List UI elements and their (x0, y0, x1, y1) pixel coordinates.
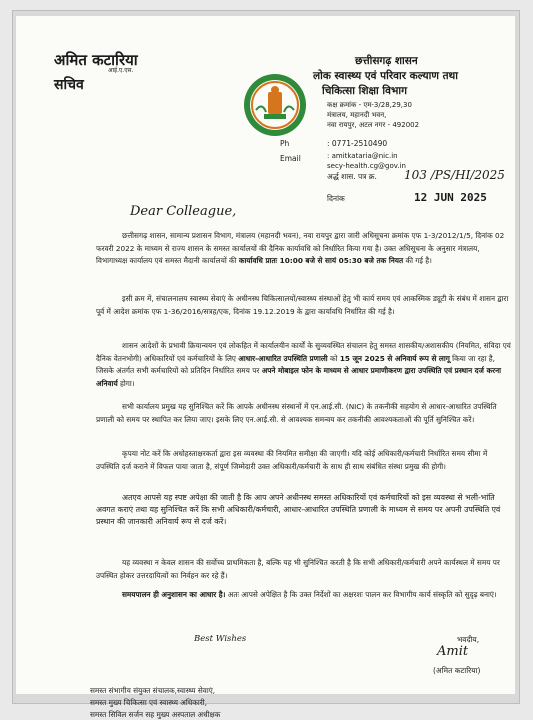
date-label: दिनांक (327, 194, 345, 203)
govt-name: छत्तीसगढ़ शासन (355, 55, 418, 67)
reference-label: अर्द्ध शास. पत्र क्र. (327, 172, 377, 181)
officer-name: अमित कटारिया (54, 51, 138, 69)
signature: Amit (437, 644, 469, 659)
recipient-1: समस्त संभागीय संयुक्त संचालक,स्वास्थ्य सेवाएं, (90, 686, 216, 695)
best-wishes-note: Best Wishes (194, 634, 247, 644)
paragraph-3: शासन आदेशों के प्रभावी क्रियान्वयन एवं लोकहित में कार्यालयीन कार्यों के सुव्यवस्थित संचालन हेतु समस्त शासकीय/अशासकीय (नियमित, संविदा एवं दैनिक वेतनभोगी) अधिकारियों एवं कर्मचारियों के लिए आधार-आधारित उपस्थिति प्रणाली को 15 जून 2025 से अनिवार्य रूप से लागू किया जा रहा है, जिसके अंतर्गत सभी कर्मचारियों को प्रतिदिन निर्धारित समय पर अपने मोबाइल फोन के माध्यम से आधार प्रमाणीकरण द्वारा उपस्थिति एवं प्रस्थान दर्ज करना अनिवार्य होगा। (96, 341, 511, 388)
date-stamp: 12 JUN 2025 (414, 191, 487, 204)
department-line-1: लोक स्वास्थ्य एवं परिवार कल्याण तथा (313, 70, 458, 82)
address-line-2: मंत्रालय, महानदी भवन, (327, 111, 387, 119)
paragraph-5: कृपया नोट करें कि अधोहस्ताक्षरकर्ता द्वारा इस व्यवस्था की नियमित समीक्षा की जाएगी। यदि कोई अधिकारी/कर्मचारी निर्धारित समय सीमा में उपस्थिति दर्ज कराने में विफल पाया जाता है, संपूर्ण जिम्मेदारी उक्त अधिकारी/कर्मचारी के साथ ही साथ संबंधित संस्था प्रमुख की होगी। (96, 449, 488, 471)
email-secondary: secy-health.cg@gov.in (327, 162, 406, 170)
paragraph-7: यह व्यवस्था न केवल शासन की सर्वोच्च प्राथमिकता है, बल्कि यह भी सुनिश्चित करती है कि सभी अधिकारी/कर्मचारी अपने कार्यस्थल में समय पर उपस्थित होकर उत्तरदायित्वों का निर्वहन कर रहे हैं। (96, 558, 500, 580)
paragraph-4: सभी कार्यालय प्रमुख यह सुनिश्चित करें कि आपके अधीनस्थ संस्थानों में एन.आई.सी. (NIC) के तकनीकी सहयोग से आधार-आधारित उपस्थिति प्रणाली को समय पर स्थापित कर लिया जाए। इसके लिए एन.आई.सी. से आवश्यक समन्वय कर तकनीकी आवश्यकताओं की पूर्ति सुनिश्चित करें। (96, 402, 497, 424)
paragraph-2: इसी क्रम में, संचालनालय स्वास्थ्य सेवाएं के अधीनस्थ चिकित्सालयों/स्वास्थ्य संस्थाओं हेतु भी कार्य समय एवं आकस्मिक ड्यूटी के संबंध में शासन द्वारा पूर्व में आदेश क्रमांक एफ 1-36/2016/सत्रह/एक, दिनांक 19.12.2019 के द्वारा कार्यावधि निर्धारित की गई है। (96, 294, 509, 316)
address-line-1: कक्ष क्रमांक - एम-3/28,29,30 (327, 101, 412, 109)
regards: भवदीय, (457, 635, 480, 644)
email-label: Email (280, 154, 301, 163)
paragraph-8: समयपालन ही अनुशासन का आधार है। अतः आपसे अपेक्षित है कि उक्त निर्देशों का अक्षरशः पालन कर विभागीय कार्य संस्कृति को सुदृढ़ बनाएं। (122, 590, 497, 599)
state-emblem-icon (242, 72, 308, 138)
recipient-3: समस्त सिविल सर्जन सह मुख्य अस्पताल अधीक्षक (90, 710, 221, 719)
signatory-name: (अमित कटारिया) (433, 666, 481, 675)
phone-label: Ph (280, 139, 290, 148)
officer-service: आई.ए.एस. (108, 67, 134, 74)
address-line-3: नवा रायपुर, अटल नगर - 492002 (327, 121, 420, 129)
reference-number: 103 /PS/HI/2025 (404, 168, 505, 182)
recipient-2: समस्त मुख्य चिकित्सा एवं स्वास्थ्य अधिकारी, (90, 698, 207, 707)
email-primary: : amitkataria@nic.in (327, 152, 398, 160)
letter-sheet (16, 16, 515, 719)
designation: सचिव (54, 77, 84, 93)
salutation: Dear Colleague, (130, 204, 237, 219)
paragraph-6: अतएव आपसे यह स्पष्ट अपेक्षा की जाती है कि आप अपने अधीनस्थ समस्त अधिकारियों एवं कर्मचारियों को इस व्यवस्था से भली-भांति अवगत कराएं तथा यह सुनिश्चित करें कि सभी अधिकारी/कर्मचारी, आधार-आधारित उपस्थिति प्रणाली के माध्यम से समय पर अपनी उपस्थिति एवं प्रस्थान की जानकारी अनिवार्य रूप से दर्ज करें। (96, 493, 501, 527)
department-line-2: चिकित्सा शिक्षा विभाग (322, 85, 407, 97)
phone-number: : 0771-2510490 (327, 139, 388, 148)
paragraph-1: छत्तीसगढ़ शासन, सामान्य प्रशासन विभाग, मंत्रालय (महानदी भवन), नवा रायपुर द्वारा जारी अधिसूचना क्रमांक एफ 1-3/2012/1/5, दिनांक 02 फरवरी 2022 के माध्यम से राज्य शासन के समस्त कार्यालयों की दैनिक कार्यावधि को निर्धारित किया गया है। उक्त अधिसूचना के अनुसार मंत्रालय, विभागाध्यक्ष कार्यालय एवं समस्त मैदानी कार्यालयों की कार्यावधि प्रातः 10:00 बजे से सायं 05:30 बजे तक नियत की गई है। (96, 231, 505, 266)
